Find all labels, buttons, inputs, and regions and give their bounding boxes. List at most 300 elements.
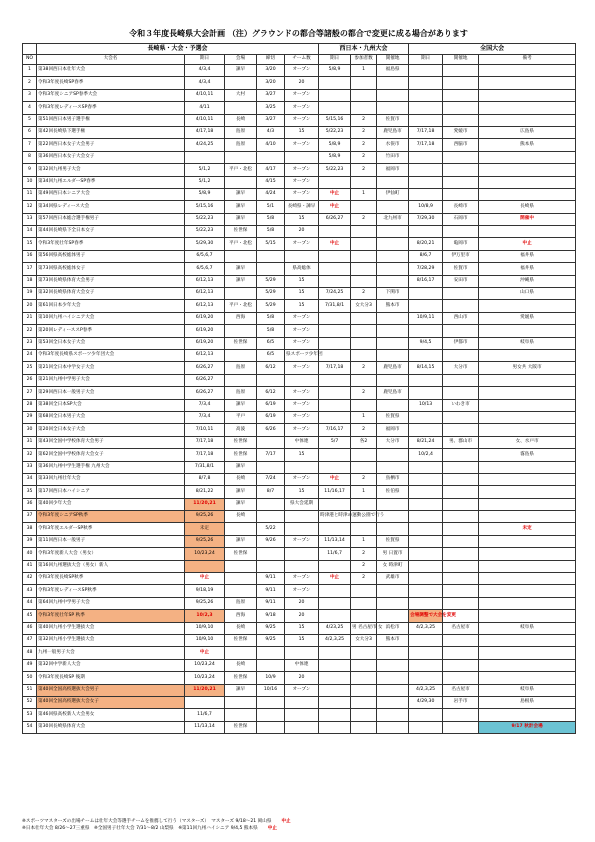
cell-deadline	[257, 511, 285, 523]
cell-west-count	[351, 498, 377, 510]
cell-west-count: 女大分3	[351, 634, 377, 646]
cell-west-date: 5/15,16	[319, 114, 351, 126]
cell-event: 第20回全日本女子大会	[37, 424, 185, 436]
cell-west-count: 2	[351, 288, 377, 300]
cell-deadline	[257, 548, 285, 560]
cell-remarks: 山口県	[479, 288, 576, 300]
cell-deadline: 5/8	[257, 213, 285, 225]
cell-west-count: 2	[351, 387, 377, 399]
cell-remarks: 岐阜県	[479, 622, 576, 634]
cell-venue: 長崎	[225, 473, 257, 485]
cell-deadline	[257, 709, 285, 721]
cell-west-date	[319, 77, 351, 89]
cell-west-venue: 福島県	[377, 65, 409, 77]
cell-west-date	[319, 337, 351, 349]
cell-nat-date: 7/17,18	[409, 139, 443, 151]
cell-west-venue: 佐賀県	[377, 535, 409, 547]
cell-event: 第32回中学新人大会	[37, 659, 185, 671]
cell-remarks	[479, 164, 576, 176]
cell-west-count	[351, 337, 377, 349]
cell-west-venue: 福岡市	[377, 164, 409, 176]
cell-event: 令和3年度レディースSP春季	[37, 102, 185, 114]
cell-date: 6/26,27	[185, 362, 225, 374]
cell-date: 10/9,10	[185, 634, 225, 646]
cell-west-date	[319, 387, 351, 399]
cell-venue	[225, 325, 257, 337]
cell-nat-venue	[443, 226, 479, 238]
cell-remarks	[479, 188, 576, 200]
cell-west-date	[319, 498, 351, 510]
cell-event: 令和3年度エルダーSP秋季	[37, 523, 185, 535]
cell-no: 36	[23, 498, 37, 510]
cell-venue	[225, 349, 257, 361]
cell-west-count: 2	[351, 213, 377, 225]
cell-remarks: 熊本県	[479, 139, 576, 151]
group-national: 全国大会	[409, 44, 576, 55]
cell-west-date: 中止	[319, 238, 351, 250]
cell-teams: 長崎県・諫早	[285, 201, 319, 213]
cell-nat-date	[409, 647, 443, 659]
cell-nat-date: 8/14,15	[409, 362, 443, 374]
cell-teams: オープン	[285, 139, 319, 151]
cell-teams: 15	[285, 288, 319, 300]
cell-teams: 20	[285, 77, 319, 89]
cell-remarks	[479, 573, 576, 585]
table-row	[23, 486, 576, 498]
cell-nat-venue	[443, 511, 479, 523]
schedule-table	[22, 43, 576, 734]
cell-deadline: 4/15	[257, 176, 285, 188]
cell-teams: 20	[285, 226, 319, 238]
cell-remarks: 広島県	[479, 126, 576, 138]
col-header-nat-date: 期日	[409, 55, 443, 65]
cell-deadline: 5/15	[257, 238, 285, 250]
note-line-1: ※スポーツマスターズの出場チームは壮年大会等選手チームを推薦して行う（マスターズ） マスターズ 9/18〜21 岡山県 中止	[22, 819, 291, 824]
cell-remarks: 島根県	[479, 696, 576, 708]
cell-teams: 15	[285, 126, 319, 138]
cell-west-count: 2	[351, 164, 377, 176]
cell-nat-venue	[443, 721, 479, 733]
cell-venue: 諫早	[225, 684, 257, 696]
cell-nat-date	[409, 411, 443, 423]
cell-nat-date	[409, 226, 443, 238]
cell-nat-venue: 男、郡山市	[443, 436, 479, 448]
cell-no: 12	[23, 201, 37, 213]
cell-west-venue	[377, 585, 409, 597]
cell-deadline	[257, 461, 285, 473]
cell-west-venue: 北九州市	[377, 213, 409, 225]
cell-west-date: 7/24,25	[319, 288, 351, 300]
cell-no: 4	[23, 102, 37, 114]
cell-no: 46	[23, 622, 37, 634]
table-row	[23, 362, 576, 374]
cell-nat-venue	[443, 300, 479, 312]
table-row	[23, 511, 576, 523]
table-row	[23, 436, 576, 448]
page-title: 令和３年度長崎県大会計画 （注）グラウンドの都合等諸般の都合で変更に成る場合があります	[129, 29, 468, 38]
cell-nat-date	[409, 176, 443, 188]
cell-nat-venue	[443, 114, 479, 126]
cell-no: 22	[23, 325, 37, 337]
cell-west-count	[351, 647, 377, 659]
cell-nat-venue: 西山市	[443, 312, 479, 324]
cell-deadline: 6/19	[257, 399, 285, 411]
cell-remarks	[479, 399, 576, 411]
cell-west-count	[351, 523, 377, 535]
cell-west-venue: 佐賀市	[377, 114, 409, 126]
cell-venue: 諫早	[225, 535, 257, 547]
cell-deadline	[257, 374, 285, 386]
cell-date: 4/10,11	[185, 89, 225, 101]
cell-nat-venue	[443, 325, 479, 337]
cell-teams: オープン	[285, 684, 319, 696]
cell-teams	[285, 151, 319, 163]
cell-no: 48	[23, 647, 37, 659]
cell-west-count	[351, 275, 377, 287]
cell-venue	[225, 647, 257, 659]
cell-west-count	[351, 226, 377, 238]
table-row	[23, 102, 576, 114]
cell-west-venue	[377, 250, 409, 262]
cell-west-date	[319, 523, 351, 535]
cell-venue: 佐世保	[225, 721, 257, 733]
cell-nat-venue: 佐賀市	[443, 263, 479, 275]
cell-date: 4/24,25	[185, 139, 225, 151]
cell-remarks	[479, 486, 576, 498]
cell-date: 6/26,27	[185, 374, 225, 386]
table-row	[23, 288, 576, 300]
cell-venue: 平戸・北松	[225, 164, 257, 176]
cell-west-venue	[377, 325, 409, 337]
cell-nat-venue	[443, 288, 479, 300]
cell-west-date: 時津港と時津の運動公園で行う	[319, 511, 351, 523]
cell-deadline: 5/22	[257, 523, 285, 535]
col-header-west-date: 期日	[319, 55, 351, 65]
cell-west-count	[351, 449, 377, 461]
cell-west-date: 7/16,17	[319, 424, 351, 436]
cell-nat-date	[409, 387, 443, 399]
cell-west-count: 2	[351, 548, 377, 560]
col-header-venue: 会場	[225, 55, 257, 65]
cell-event: 第22回西日本女子大会男子	[37, 139, 185, 151]
cell-event: 令和3年度新人大会（男女）	[37, 548, 185, 560]
cell-no: 9	[23, 164, 37, 176]
cell-nat-venue	[443, 424, 479, 436]
cell-date: 11/20,21	[185, 684, 225, 696]
cell-west-venue: 福岡市	[377, 424, 409, 436]
cell-west-count	[351, 684, 377, 696]
cell-no: 3	[23, 89, 37, 101]
cell-teams	[285, 721, 319, 733]
cell-west-venue	[377, 597, 409, 609]
cell-remarks	[479, 498, 576, 510]
cell-nat-venue	[443, 473, 479, 485]
cell-event: 第38回全日本SP大会	[37, 399, 185, 411]
cell-nat-date	[409, 151, 443, 163]
cell-west-count	[351, 77, 377, 89]
cell-teams: 県高総体	[285, 263, 319, 275]
cell-nat-date	[409, 659, 443, 671]
cell-venue	[225, 102, 257, 114]
cell-deadline	[257, 263, 285, 275]
cell-west-date	[319, 696, 351, 708]
cell-west-venue	[377, 201, 409, 213]
table-row	[23, 263, 576, 275]
cell-date: 10/23,24	[185, 672, 225, 684]
cell-west-count	[351, 250, 377, 262]
cell-no: 13	[23, 213, 37, 225]
cell-deadline: 9/11	[257, 585, 285, 597]
cell-remarks: 女、水戸市	[479, 436, 576, 448]
cell-venue: 島原	[225, 387, 257, 399]
cell-date: 6/12,13	[185, 288, 225, 300]
cell-remarks	[479, 597, 576, 609]
cell-event: 第21回全日本中学女子大会	[37, 362, 185, 374]
cell-nat-date: 8/20,21	[409, 238, 443, 250]
cell-nat-venue	[443, 89, 479, 101]
cell-nat-date	[409, 473, 443, 485]
table-row	[23, 498, 576, 510]
cell-date: 5/15,16	[185, 201, 225, 213]
cell-deadline	[257, 696, 285, 708]
cell-nat-venue: 伊万里市	[443, 250, 479, 262]
cell-date: 6/12,13	[185, 275, 225, 287]
cell-nat-date: 8/16,17	[409, 275, 443, 287]
cell-west-date	[319, 672, 351, 684]
cell-remarks	[479, 511, 576, 523]
cell-no: 32	[23, 449, 37, 461]
cell-deadline: 7/17	[257, 449, 285, 461]
cell-venue: 諫早	[225, 263, 257, 275]
cell-west-count	[351, 201, 377, 213]
cell-no: 51	[23, 684, 37, 696]
cell-west-date: 中止	[319, 201, 351, 213]
table-row	[23, 659, 576, 671]
table-row	[23, 374, 576, 386]
cell-west-date	[319, 610, 351, 622]
cell-west-count: 2	[351, 560, 377, 572]
cell-west-date: 5/7	[319, 436, 351, 448]
cell-event: 第57回西日本総合選手権男子	[37, 213, 185, 225]
cell-nat-date	[409, 114, 443, 126]
cell-west-date	[319, 275, 351, 287]
cell-nat-venue	[443, 585, 479, 597]
cell-event: 第62回全国中学校体育大会女子	[37, 449, 185, 461]
cell-nat-venue	[443, 102, 479, 114]
cell-venue: 佐世保	[225, 449, 257, 461]
cell-date: 7/31,8/1	[185, 461, 225, 473]
cell-nat-date	[409, 634, 443, 646]
table-row	[23, 250, 576, 262]
cell-date: 10/23,24	[185, 548, 225, 560]
cell-nat-venue	[443, 560, 479, 572]
cell-deadline: 4/17	[257, 164, 285, 176]
cell-venue	[225, 709, 257, 721]
cell-venue: 諫早	[225, 399, 257, 411]
cell-deadline: 5/8	[257, 226, 285, 238]
cell-nat-date	[409, 597, 443, 609]
cell-venue: 西海	[225, 312, 257, 324]
cell-deadline: 4/24	[257, 188, 285, 200]
cell-venue: 諫早	[225, 188, 257, 200]
cell-no: 28	[23, 399, 37, 411]
table-row	[23, 387, 576, 399]
table-row	[23, 238, 576, 250]
cell-teams: 15	[285, 622, 319, 634]
table-row	[23, 201, 576, 213]
cell-no: 8	[23, 151, 37, 163]
cell-west-venue	[377, 349, 409, 361]
cell-deadline: 3/20	[257, 77, 285, 89]
cell-no: 29	[23, 411, 37, 423]
cell-west-date: 11/6,7	[319, 548, 351, 560]
table-row	[23, 634, 576, 646]
cell-no: 10	[23, 176, 37, 188]
cell-no: 1	[23, 65, 37, 77]
cell-west-count	[351, 89, 377, 101]
table-row	[23, 89, 576, 101]
cell-west-venue: 武雄市	[377, 573, 409, 585]
cell-west-venue: 大分市	[377, 436, 409, 448]
cell-deadline: 5/29	[257, 288, 285, 300]
cell-date: 6/19,20	[185, 325, 225, 337]
cell-teams: 15	[285, 213, 319, 225]
cell-teams: オープン	[285, 312, 319, 324]
group-west-japan: 西日本・九州大会	[319, 44, 409, 55]
cell-event: 第51回西日本男子選手権	[37, 114, 185, 126]
cell-nat-date: 7/17,18	[409, 126, 443, 138]
cell-remarks: 霧島県	[479, 449, 576, 461]
cell-date: 4/3,4	[185, 77, 225, 89]
col-header-nat-venue: 開催地	[443, 55, 479, 65]
note-line-2: ※日本壮年大会 8/26〜27三重県 ※全国男子壮年大会 7/31〜8/2 山梨県 ※第11回九州ハイシニア 9/4,5 熊本県 中止	[22, 826, 277, 832]
cell-west-venue	[377, 461, 409, 473]
cell-remarks: 岐阜県	[479, 684, 576, 696]
cell-event: 第43回全国中学校体育大会男子	[37, 436, 185, 448]
cell-west-date	[319, 349, 351, 361]
cell-deadline: 4/3	[257, 126, 285, 138]
cell-remarks	[479, 424, 576, 436]
cell-deadline: 4/10	[257, 139, 285, 151]
cell-west-date	[319, 89, 351, 101]
cell-no: 2	[23, 77, 37, 89]
cell-west-date: 5/8,9	[319, 151, 351, 163]
cell-west-count	[351, 461, 377, 473]
cell-west-date	[319, 102, 351, 114]
cell-event: 令和3年度長崎県スポーツ少年団大会	[37, 349, 185, 361]
cell-west-date	[319, 721, 351, 733]
cell-west-venue	[377, 312, 409, 324]
cell-west-date	[319, 684, 351, 696]
cell-nat-date	[409, 535, 443, 547]
cell-teams: オープン	[285, 473, 319, 485]
cell-no: 52	[23, 696, 37, 708]
cell-west-count	[351, 312, 377, 324]
table-row	[23, 535, 576, 547]
cell-remarks	[479, 114, 576, 126]
cell-venue: 諫早	[225, 275, 257, 287]
table-row	[23, 213, 576, 225]
cell-nat-venue	[443, 449, 479, 461]
table-row	[23, 126, 576, 138]
cell-west-count	[351, 709, 377, 721]
cell-nat-venue: 名古屋市	[443, 622, 479, 634]
cell-west-venue: 水俣市	[377, 139, 409, 151]
cell-event: 第46回県高校新人大会男女	[37, 709, 185, 721]
cell-date: 10/9,10	[185, 622, 225, 634]
cell-event: 令和3年度シニアSP秋季	[37, 511, 185, 523]
cell-event: 令和3年度壮年SP春季	[37, 238, 185, 250]
cell-event: 第29回西日本一般男子大会	[37, 387, 185, 399]
cell-deadline: 6/19	[257, 411, 285, 423]
cell-date: 4/3,4	[185, 65, 225, 77]
cell-no: 17	[23, 263, 37, 275]
cell-west-date: 11/16,17	[319, 486, 351, 498]
cell-event: 令和3年度シニアSP春季大会	[37, 89, 185, 101]
cell-deadline: 10/9	[257, 672, 285, 684]
cell-date: 6/19,20	[185, 312, 225, 324]
group-prefecture: 長崎県・大会・予選会	[37, 44, 319, 55]
cell-date: 8/21,22	[185, 486, 225, 498]
cell-no: 37	[23, 511, 37, 523]
cell-no: 19	[23, 288, 37, 300]
cell-west-count	[351, 659, 377, 671]
cell-west-date	[319, 312, 351, 324]
cell-venue: 平戸・北松	[225, 300, 257, 312]
cell-date: 6/5,6,7	[185, 250, 225, 262]
cell-remarks	[479, 349, 576, 361]
cell-teams: オープン	[285, 411, 319, 423]
cell-west-date	[319, 585, 351, 597]
table-row	[23, 139, 576, 151]
cell-event: 第38回西日本壮年大会	[37, 65, 185, 77]
cell-no: 49	[23, 659, 37, 671]
cell-west-count: 2	[351, 424, 377, 436]
cell-nat-date	[409, 288, 443, 300]
group-header-row	[23, 44, 576, 55]
cell-nat-venue: 安田市	[443, 275, 479, 287]
cell-nat-venue	[443, 151, 479, 163]
col-header-date: 期日	[185, 55, 225, 65]
cell-teams: オープン	[285, 362, 319, 374]
cell-deadline: 9/11	[257, 573, 285, 585]
cell-teams: オープン	[285, 325, 319, 337]
cell-nat-venue: 亀岡市	[443, 238, 479, 250]
cell-date: 未定	[185, 523, 225, 535]
cell-west-count: 2	[351, 573, 377, 585]
column-header-row	[23, 55, 576, 65]
cell-remarks: 岐阜県	[479, 337, 576, 349]
cell-teams: オープン	[285, 535, 319, 547]
cell-west-venue	[377, 399, 409, 411]
cell-teams: 県大会延期	[285, 498, 319, 510]
cell-teams: オープン	[285, 102, 319, 114]
cell-teams: オープン	[285, 65, 319, 77]
cell-date: 5/1,2	[185, 176, 225, 188]
cell-no: 26	[23, 374, 37, 386]
cell-remarks	[479, 176, 576, 188]
cell-date: 11/20,21	[185, 498, 225, 510]
cell-teams: オープン	[285, 424, 319, 436]
cell-deadline	[257, 436, 285, 448]
cell-remarks: 福井県	[479, 250, 576, 262]
cell-nat-venue	[443, 498, 479, 510]
cell-event: 第33回九州壮年大会	[37, 473, 185, 485]
cell-west-count	[351, 585, 377, 597]
cell-event: 第61回日本少年大会	[37, 300, 185, 312]
cell-west-venue	[377, 610, 409, 622]
cell-west-count: 女大分3	[351, 300, 377, 312]
